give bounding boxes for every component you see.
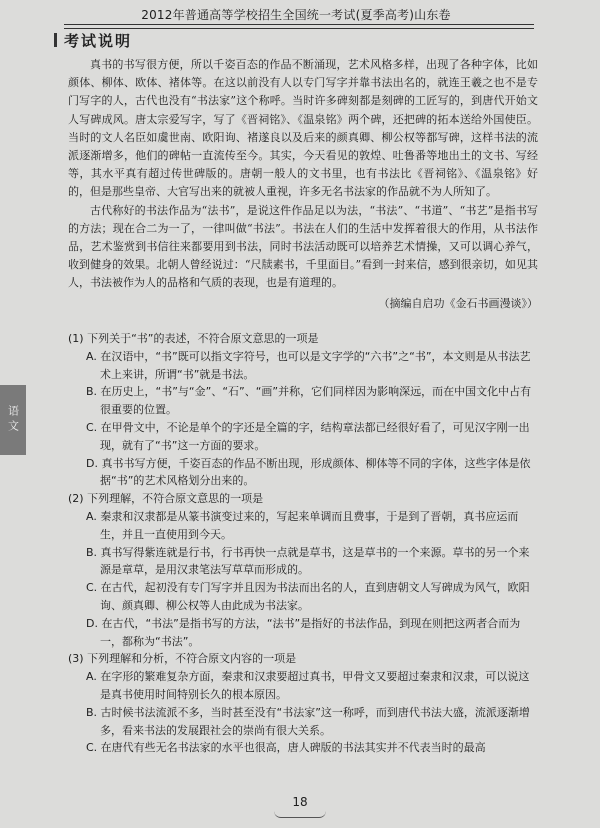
passage-source: （摘编自启功《金石书画漫谈》） xyxy=(378,296,538,310)
page-number: 18 xyxy=(280,795,320,809)
option-a: A. 在汉语中，“书”既可以指文字符号，也可以是文字学的“六书”之“书”，本文则是从书法艺术上来讲，所谓“书”就是书法。 xyxy=(86,349,531,381)
reading-passage xyxy=(68,56,538,313)
question-stem: (3) 下列理解和分析，不符合原文内容的一项是 xyxy=(68,652,297,666)
section-title: 考试说明 xyxy=(64,32,133,50)
option-b: B. 在历史上，“书”与“金”、“石”、“画”并称，它们同样因为影响深远，而在中国文化中占有很重要的位置。 xyxy=(86,385,532,417)
question-stem: (1) 下列关于“书”的表述，不符合原文意思的一项是 xyxy=(68,332,319,345)
question-2 xyxy=(68,490,538,650)
option-b: B. 真书写得紫连就是行书，行书再快一点就是草书，这是草书的一个来源。草书的另一个来源是章草，是用汉隶笔法写草草而形成的。 xyxy=(86,545,530,577)
subject-side-tab xyxy=(0,385,26,455)
question-3 xyxy=(68,650,538,757)
option-d: D. 在古代，“书法”是指书写的方法，“法书”是指好的书法作品，到现在则把这两者合而为一，都称为“书法”。 xyxy=(86,616,521,648)
option-b: B. 古时候书法流派不多，当时甚至没有“书法家”这一称呼，而到唐代书法大盛，流派逐渐增多，看来书法的发展跟社会的崇尚有很大关系。 xyxy=(86,705,530,737)
option-c: C. 在甲骨文中，不论是单个的字还是全篇的字，结构章法都已经很好看了，可见汉字刚一出现，就有了“书”这一方面的要求。 xyxy=(86,420,530,452)
passage-paragraph-1: 真书的书写很方便，所以千姿百态的作品不断涌现，艺术风格多样，出现了各种字体，比如颜体、柳体、欧体、褚体等。在这以前没有人以专门写字并靠书法出名的，就连王羲之也不是专门写字的人，古代也没有“书法家”这个称呼。当时许多碑刻都是刻碑的工匠写的，到唐代开始文人写碑成风。唐太宗爱写字，写了《晋祠铭》、《温泉铭》两个碑，还把碑的拓本送给外国使臣。当时的文人名臣如虞世南、欧阳询、褚遂良以及后来的颜真卿、柳公权等都写碑，这样书法的流派逐渐增多，他们的碑帖一直流传至今。其实，今天看见的敦煌、吐鲁番等地出土的文书、写经等，其水平真有超过传世碑版的。唐朝一般人的文书里，也有书法比《晋祠铭》、《温泉铭》好的，但是那些皇帝、大官写出来的就被人重视，许多无名书法家的作品就不为人所知了。 xyxy=(68,58,538,199)
question-list xyxy=(68,330,538,757)
option-a: A. 秦隶和汉隶都是从篆书演变过来的，写起来单调而且费事，于是到了晋朝，真书应运而生，并且一直使用到今天。 xyxy=(86,509,519,541)
header-title: 2012年普通高等学校招生全国统一考试(夏季高考)山东卷 xyxy=(141,8,451,22)
subject-label: 语文 xyxy=(6,405,20,435)
header-rule xyxy=(64,24,534,29)
option-a: A. 在字形的繁难复杂方面，秦隶和汉隶要超过真书，甲骨文又要超过秦隶和汉隶，可以说这是真书使用时间特别长久的根本原因。 xyxy=(86,670,530,701)
option-d: D. 真书书写方便，千姿百态的作品不断出现，形成颜体、柳体等不同的字体，这些字体是依据“书”的艺术风格划分出来的。 xyxy=(86,456,531,488)
question-1 xyxy=(68,330,538,490)
question-stem: (2) 下列理解，不符合原文意思的一项是 xyxy=(68,492,264,506)
passage-paragraph-2: 古代称好的书法作品为“法书”，是说这件作品足以为法，“书法”、“书道”、“书艺”是指书写的方法；现在合二为一了，一律叫做“书法”。书法在人们的生活中发挥着很大的作用，从书法作品，艺术鉴赏到书信往来都要用到书法，同时书法活动既可以培养艺术情操，又可以调心养气，收到健身的效果。北朝人曾经说过：“尺牍素书，千里面目。”看到一封来信，感到很亲切，如见其人，书法被作为人的品格和气质的表现，也是有道理的。 xyxy=(68,203,538,290)
option-c: C. 在古代，起初没有专门写字并且因为书法而出名的人，直到唐朝文人写碑成为风气，欧阳询、颜真卿、柳公权等人由此成为书法家。 xyxy=(86,581,530,612)
option-c: C. 在唐代有些无名书法家的水平也很高，唐人碑版的书法其实并不代表当时的最高 xyxy=(86,741,486,755)
